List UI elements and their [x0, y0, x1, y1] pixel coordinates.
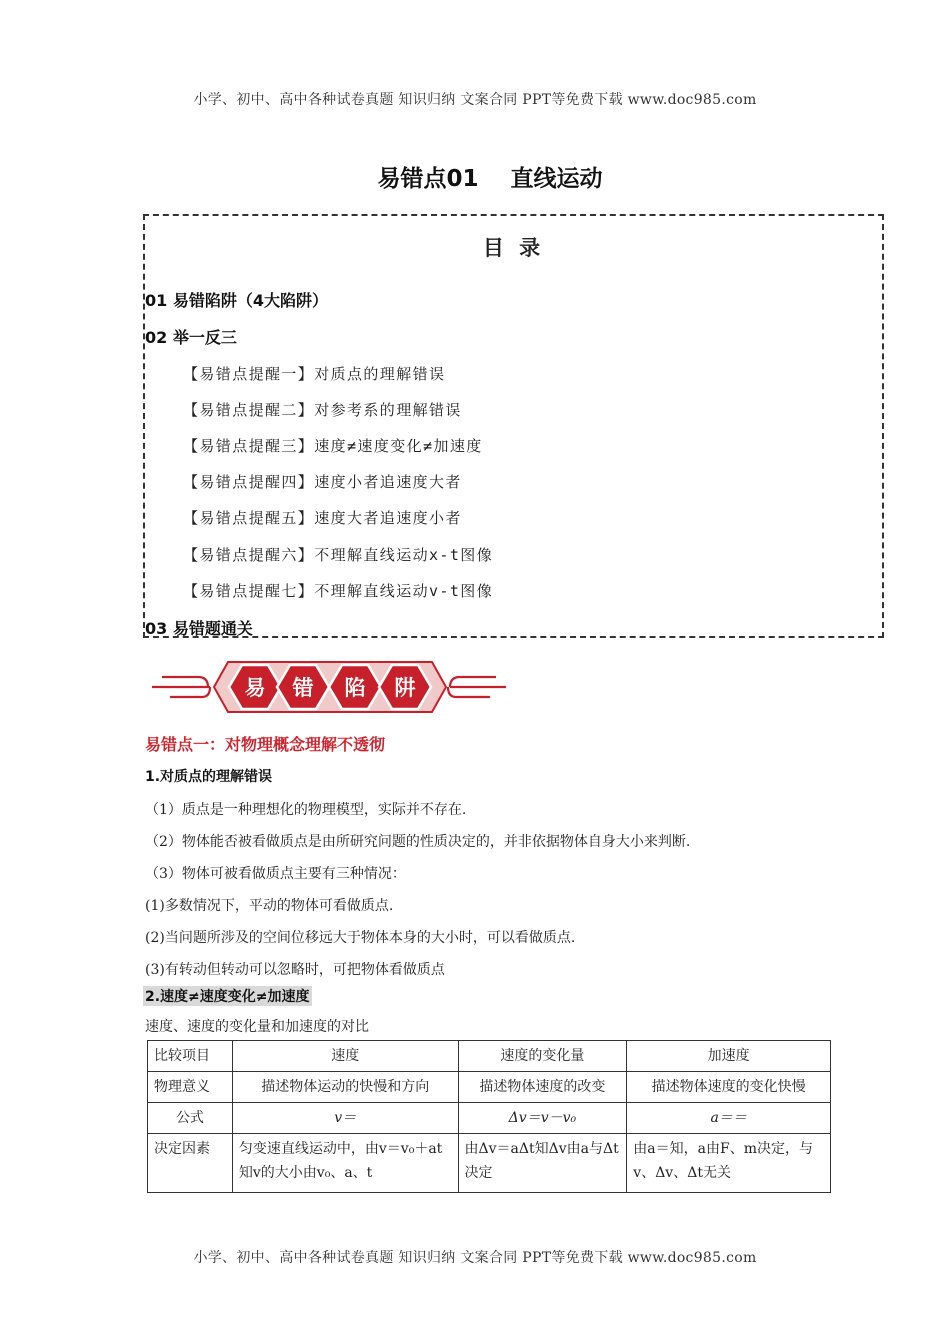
page-header: 小学、初中、高中各种试卷真题 知识归纳 文案合同 PPT等免费下载 www.doc985.com: [193, 92, 757, 108]
table-cell: 描述物体速度的改变: [458, 1072, 627, 1103]
paragraph-5: (2)当问题所涉及的空间位移远大于物体本身的大小时，可以看做质点.: [145, 930, 576, 946]
paragraph-6: (3)有转动但转动可以忽略时，可把物体看做质点: [145, 962, 445, 978]
toc-item-1: 【易错点提醒一】对质点的理解错误: [183, 365, 446, 383]
page-title: 易错点01 直线运动: [377, 166, 603, 192]
toc-item-2: 【易错点提醒二】对参考系的理解错误: [183, 401, 462, 419]
toc-title: 目 录: [482, 236, 545, 260]
table-header-cell: 比较项目: [148, 1041, 233, 1072]
paragraph-2: （2）物体能否被看做质点是由所研究问题的性质决定的，并非依据物体自身大小来判断.: [145, 834, 691, 850]
table-cell: 匀变速直线运动中，由v＝v₀＋at知v的大小由v₀、a、t: [232, 1134, 458, 1193]
toc-item-4: 【易错点提醒四】速度小者追速度大者: [183, 473, 462, 491]
table-row: [148, 1134, 831, 1193]
table-cell: 由Δv＝aΔt知Δv由a与Δt决定: [458, 1134, 627, 1193]
toc-box: [143, 214, 884, 638]
banner-char-2: 错: [292, 676, 314, 700]
table-row: [148, 1072, 831, 1103]
table-cell: 物理意义: [148, 1072, 233, 1103]
table-cell: 描述物体运动的快慢和方向: [232, 1072, 458, 1103]
comparison-table: [147, 1040, 831, 1193]
banner-char-4: 阱: [394, 676, 416, 700]
toc-section-examples: 02 举一反三: [145, 328, 237, 347]
toc-section-practice: 03 易错题通关: [145, 619, 253, 638]
toc-item-6: 【易错点提醒六】不理解直线运动x-t图像: [183, 546, 494, 564]
table-row: [148, 1103, 831, 1134]
toc-section-traps: 01 易错陷阱（4大陷阱）: [145, 291, 328, 310]
toc-item-5: 【易错点提醒五】速度大者追速度小者: [183, 509, 462, 527]
table-header-cell: 速度: [232, 1041, 458, 1072]
banner-right-swirl-icon: [448, 677, 506, 697]
toc-item-7: 【易错点提醒七】不理解直线运动v-t图像: [183, 582, 494, 600]
table-header-row: [148, 1041, 831, 1072]
table-cell: 公式: [148, 1103, 233, 1134]
table-cell: 由a＝知，a由F、m决定，与v、Δv、Δt无关: [627, 1134, 831, 1193]
paragraph-4: (1)多数情况下，平动的物体可看做质点.: [145, 898, 394, 914]
banner-char-1: 易: [244, 676, 266, 700]
table-cell: 决定因素: [148, 1134, 233, 1193]
table-caption: 速度、速度的变化量和加速度的对比: [145, 1019, 369, 1035]
paragraph-3: （3）物体可被看做质点主要有三种情况：: [145, 866, 406, 882]
table-cell: v＝: [232, 1103, 458, 1134]
subheading-velocity: 2.速度≠速度变化≠加速度: [143, 986, 312, 1006]
table-header-cell: 速度的变化量: [458, 1041, 627, 1072]
paragraph-1: （1）质点是一种理想化的物理模型，实际并不存在.: [145, 802, 467, 818]
table-header-cell: 加速度: [627, 1041, 831, 1072]
table-cell: a＝＝: [627, 1103, 831, 1134]
banner-char-3: 陷: [344, 676, 366, 700]
table-cell: Δv＝v－v₀: [458, 1103, 627, 1134]
page-footer: 小学、初中、高中各种试卷真题 知识归纳 文案合同 PPT等免费下载 www.doc985.com: [193, 1250, 757, 1266]
toc-item-3: 【易错点提醒三】速度≠速度变化≠加速度: [183, 437, 483, 455]
subheading-particle: 1.对质点的理解错误: [145, 769, 273, 785]
traps-banner: [150, 656, 510, 718]
banner-left-swirl-icon: [152, 677, 210, 697]
section-heading: 易错点一：对物理概念理解不透彻: [145, 735, 386, 754]
table-cell: 描述物体速度的变化快慢: [627, 1072, 831, 1103]
